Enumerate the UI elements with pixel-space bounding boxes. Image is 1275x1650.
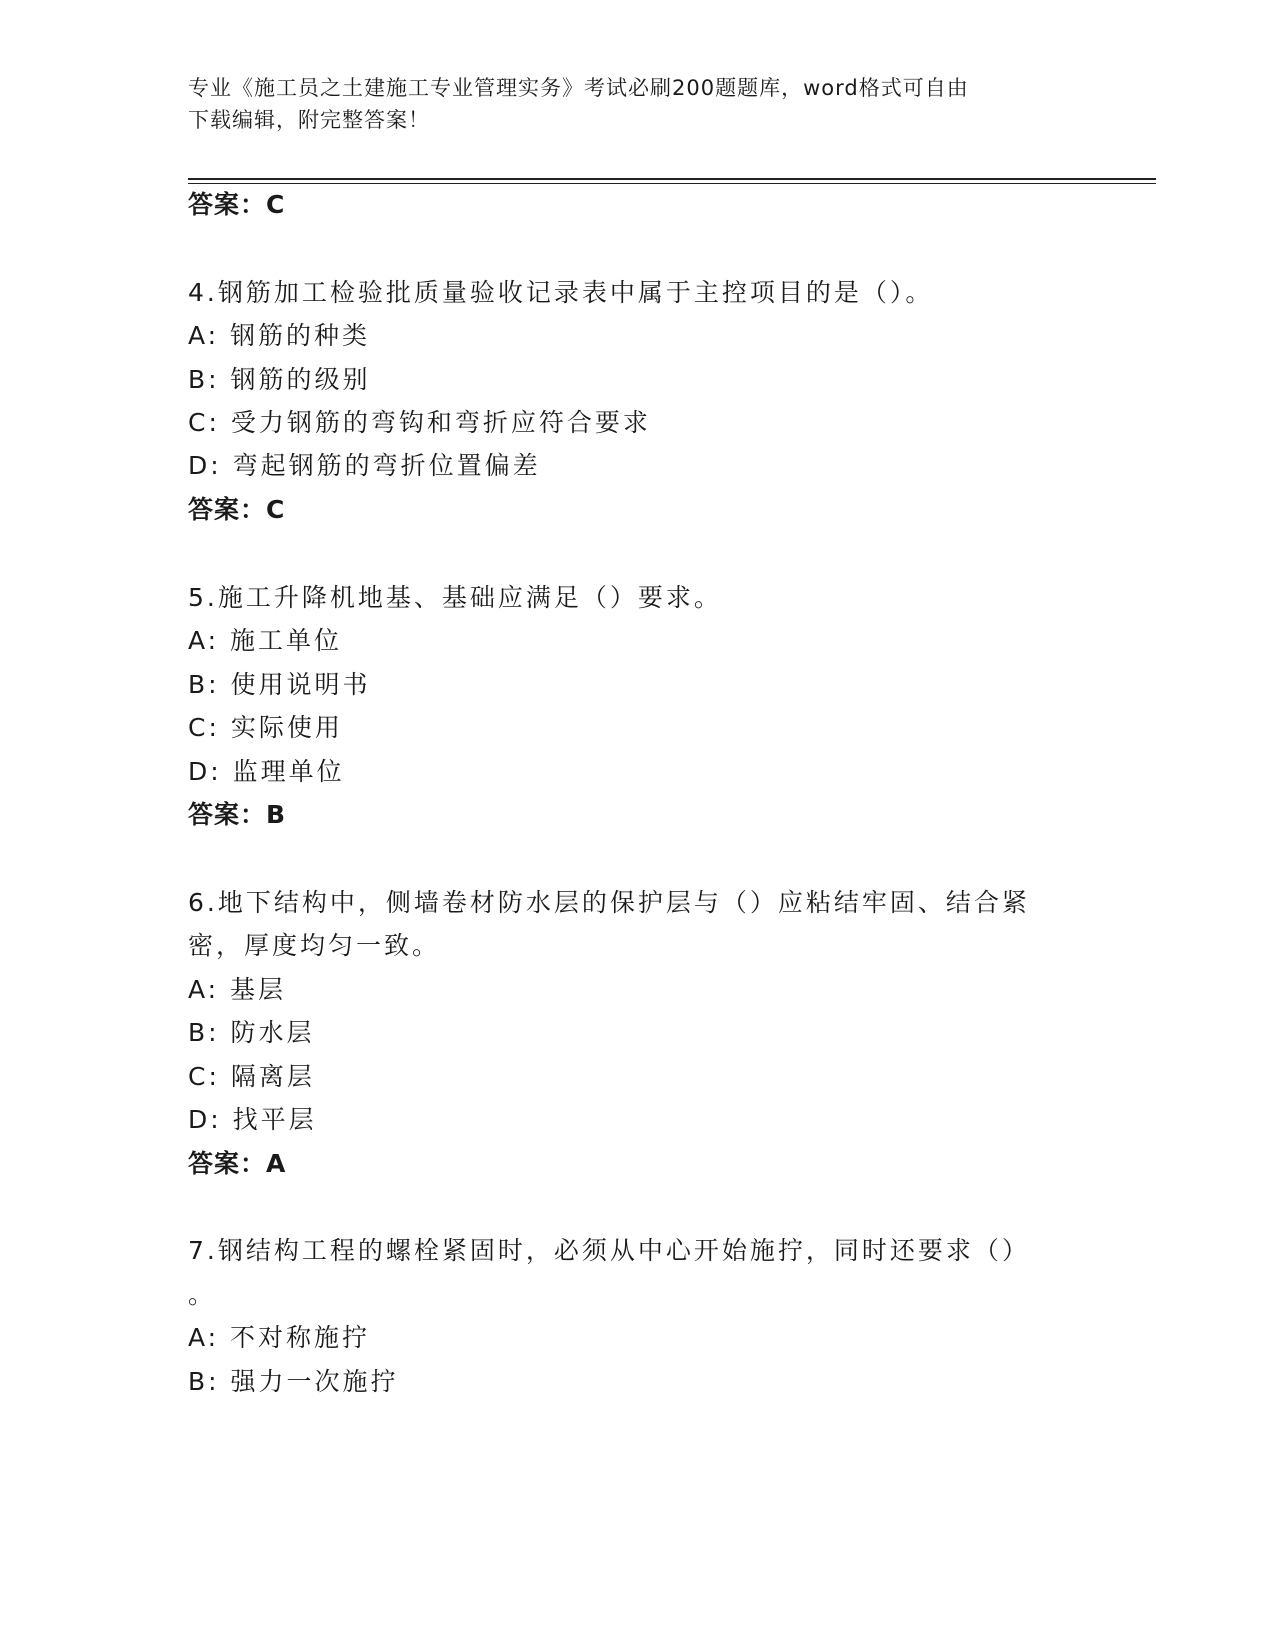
question-text: 5.施工升降机地基、基础应满足（）要求。 bbox=[188, 583, 722, 612]
option-c: C: 隔离层 bbox=[188, 1062, 315, 1091]
question-text: 4.钢筋加工检验批质量验收记录表中属于主控项目的是（）。 bbox=[188, 278, 934, 307]
answer-line: 答案：B bbox=[188, 800, 287, 829]
question-text: 7.钢结构工程的螺栓紧固时，必须从中心开始施拧，同时还要求（） bbox=[188, 1236, 1030, 1265]
answer-line: 答案：A bbox=[188, 1149, 287, 1178]
answer-line: 答案：C bbox=[188, 495, 286, 524]
header-line-2: 下载编辑，附完整答案！ bbox=[188, 108, 430, 132]
option-c: C: 受力钢筋的弯钩和弯折应符合要求 bbox=[188, 408, 651, 437]
document-header bbox=[188, 72, 1068, 136]
option-b: B: 钢筋的级别 bbox=[188, 365, 371, 394]
option-d: D: 弯起钢筋的弯折位置偏差 bbox=[188, 451, 541, 480]
option-b: B: 防水层 bbox=[188, 1018, 315, 1047]
header-divider-thick bbox=[188, 178, 1156, 180]
option-d: D: 监理单位 bbox=[188, 757, 345, 786]
option-a: A: 不对称施拧 bbox=[188, 1323, 371, 1352]
header-divider-thin bbox=[188, 183, 1156, 184]
question-text-continued: 。 bbox=[188, 1280, 217, 1309]
option-c: C: 实际使用 bbox=[188, 713, 343, 742]
option-b: B: 使用说明书 bbox=[188, 670, 371, 699]
option-a: A: 基层 bbox=[188, 975, 287, 1004]
option-b: B: 强力一次施拧 bbox=[188, 1367, 399, 1396]
option-d: D: 找平层 bbox=[188, 1105, 317, 1134]
header-line-1: 专业《施工员之土建施工专业管理实务》考试必刷200题题库，word格式可自由 bbox=[188, 76, 969, 100]
question-text: 6.地下结构中，侧墙卷材防水层的保护层与（）应粘结牢固、结合紧 bbox=[188, 888, 1030, 917]
option-a: A: 钢筋的种类 bbox=[188, 321, 371, 350]
answer-line: 答案：C bbox=[188, 190, 286, 219]
question-text-continued: 密，厚度均匀一致。 bbox=[188, 931, 441, 960]
option-a: A: 施工单位 bbox=[188, 626, 343, 655]
